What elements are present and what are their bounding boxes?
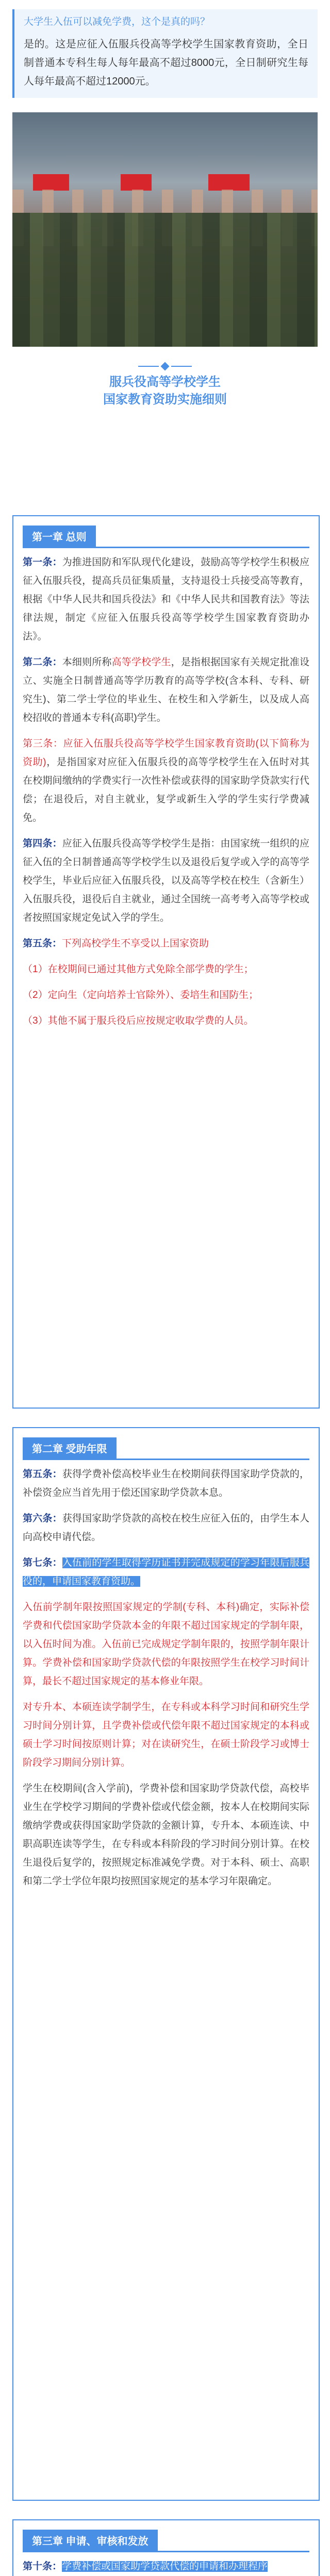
article-text: 对专升本、本硕连读学制学生，在专科或本科学习时间和研究生学习时间分别计算，且学费补偿或代偿年限不超过国家规定的本科或硕士学习时间按原则计算；对在读研究生，在硕士阶段学习或博士阶段学习期间分别计算。: [23, 1702, 309, 1768]
article-text: （3）其他不属于服兵役后应按规定收取学费的人员。: [23, 1015, 254, 1026]
photo-banner: [121, 174, 152, 191]
article-paragraph: [23, 1012, 309, 1030]
chapter-section-1: [12, 515, 320, 1409]
article-paragraph: [23, 735, 309, 827]
article-number: 第四条：: [23, 838, 62, 849]
title-decoration: [0, 363, 330, 369]
intro-question: 大学生入伍可以减免学费，这个是真的吗？: [24, 16, 210, 27]
chapter-heading: 第一章 总则: [23, 526, 96, 547]
article-paragraph: [23, 1465, 309, 1502]
photo-banner: [208, 174, 250, 191]
article-number: 第七条：: [23, 1557, 62, 1568]
title-block: [0, 363, 330, 409]
article-number: 第十条：: [23, 2561, 62, 2572]
article-number: 第六条：: [23, 1513, 62, 1524]
article-paragraph: [23, 960, 309, 979]
article-text: 应征入伍服兵役高等学校学生国家教育资助(以下简称为资助): [23, 738, 309, 768]
photo-banner: [33, 174, 69, 191]
chapter-heading: 第三章 申请、审核和发放: [23, 2530, 158, 2551]
article-text: 应征入伍服兵役高等学校学生是指：由国家统一组织的应征入伍的全日制普通高等学校学生以及退役后复学或入学的高等学校学生，毕业后应征入伍服兵役，以及高等学校在校生（含新生）入伍服兵役，退役后自主就业，通过全国统一高考考入高等学校或者按照国家规定免试入学的学生。: [23, 838, 309, 923]
article-text: 下列高校学生不享受以上国家资助: [62, 938, 209, 949]
article-paragraph: [23, 986, 309, 1005]
intro-answer: 是的。这是应征入伍服兵役高等学校学生国家教育资助，全日制普通本专科生每人每年最高不超过8000元，全日制研究生每人每年最高不超过12000元。: [24, 39, 308, 87]
hero-photo: [12, 112, 318, 347]
chapter-body: [13, 2552, 319, 2576]
article-paragraph: [23, 935, 309, 953]
article-text: 入伍前学制年限按照国家规定的学制(专科、本科)确定，实际补偿学费和代偿国家助学贷款本金的年限不超过国家规定的学制年限，以入伍时间为准。入伍前已完成规定学制年限的，按照学制年限计算。学费补偿和国家助学贷款代偿的年限按照学生在校学习时间计算，最长不超过国家规定的基本修业年限。: [23, 1602, 309, 1687]
article-paragraph: [23, 1698, 309, 1772]
article-paragraph: [23, 653, 309, 727]
main-title-line2: 国家教育资助实施细则: [103, 393, 227, 406]
article-text: 学费补偿或国家助学贷款代偿的申请和办理程序: [62, 2561, 268, 2572]
article-text: 入伍前的学生取得学历证书并完成规定的学习年限后服兵役的，申请国家教育资助。: [23, 1557, 309, 1587]
article-number: 第一条：: [23, 557, 62, 568]
article-text: ，是指根据国家有关规定批准设立、实施全日制普通高等学历教育的高等学校(含本科、专科、研究生)、第二学士学位的毕业生、在校生和入学新生，以及成人高校招收的普通本专科(高职)学生。: [23, 657, 309, 723]
chapter-body: [13, 1460, 319, 1891]
chapter-section-3: [12, 2519, 320, 2576]
article-number: 第五条：: [23, 1469, 62, 1480]
intro-qa-box: [12, 9, 318, 98]
article-paragraph: [23, 1510, 309, 1547]
article-number: 第五条：: [23, 938, 62, 949]
article-paragraph: [23, 1780, 309, 1891]
article-paragraph: [23, 553, 309, 646]
article-text: 本细则所称: [62, 657, 112, 668]
article-text: 高等学校学生: [111, 657, 171, 668]
main-title-line1: 服兵役高等学校学生: [109, 375, 221, 389]
article-paragraph: [23, 1598, 309, 1691]
article-text: 为推进国防和军队现代化建设，鼓励高等学校学生积极应征入伍服兵役，提高兵员征集质量，支持退役士兵接受高等教育，根据《中华人民共和国兵役法》和《中华人民共和国教育法》等法律法规，制定《应征入伍服兵役高等学校学生国家教育资助办法》。: [23, 557, 309, 642]
article-text: （2）定向生（定向培养士官除外）、委培生和国防生；: [23, 990, 259, 1001]
article-paragraph: [23, 835, 309, 927]
chapter-section-2: [12, 1427, 320, 2501]
article-text: 学生在校期间(含入学前)，学费补偿和国家助学贷款代偿，高校毕业生在学校学习期间的学费补偿或代偿金额，按本人在校期间实际缴纳学费或获得国家助学贷款的金额计算，专升本、本硕连读、中职高职连读等学生，在专科或本科阶段的学习时间分别计算。在校生退役后复学的，按照规定标准减免学费。对于本科、硕士、高职和第二学士学位年限均按照国家规定的基本学习年限确定。: [23, 1783, 309, 1887]
chapter-body: [13, 548, 319, 1030]
article-paragraph: [23, 1554, 309, 1591]
article-number: 第二条：: [23, 657, 62, 668]
photo-crowd: [12, 213, 318, 347]
article-text: （1）在校期间已通过其他方式免除全部学费的学生；: [23, 964, 254, 975]
article-text: ，是指国家对应征入伍服兵役的高等学校学生在入伍时对其在校期间缴纳的学费实行一次性补偿或获得的国家助学贷款实行代偿；在退役后，对自主就业，复学或新生入学的学生实行学费减免。: [23, 757, 309, 823]
article-text: 获得国家助学贷款的高校在校生应征入伍的，由学生本人向高校申请代偿。: [23, 1513, 309, 1543]
article-text: 获得学费补偿高校毕业生在校期间获得国家助学贷款的，补偿资金应当首先用于偿还国家助学贷款本息。: [23, 1469, 309, 1498]
article-paragraph: [23, 2557, 309, 2576]
chapter-heading: 第二章 受助年限: [23, 1437, 117, 1459]
article-text: 第三条：: [23, 738, 63, 749]
